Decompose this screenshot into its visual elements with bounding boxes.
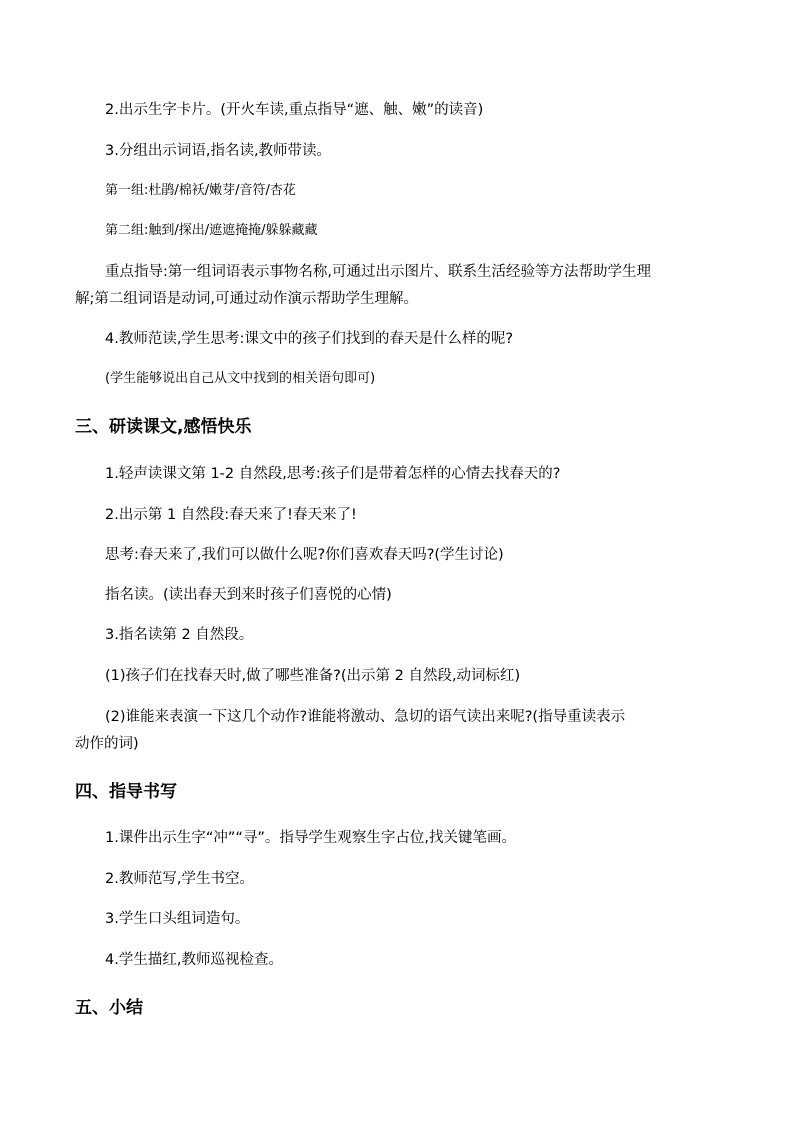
focus-guidance-line-2: 解;第二组词语是动词,可通过动作演示帮助学生理解。 xyxy=(75,291,418,307)
section-4-step-4: 4.学生描红,教师巡视检查。 xyxy=(105,952,283,968)
word-group-1: 第一组:杜鹃/棉袄/嫩芽/音符/杏花 xyxy=(105,183,296,198)
section-3-sub-question-1: (1)孩子们在找春天时,做了哪些准备?(出示第 2 自然段,动词标红) xyxy=(105,668,521,684)
section-3-read-aloud: 指名读。(读出春天到来时孩子们喜悦的心情) xyxy=(105,587,392,603)
focus-guidance-line-1: 重点指导:第一组词语表示事物名称,可通过出示图片、联系生活经验等方法帮助学生理 xyxy=(105,264,651,280)
section-4-step-1: 1.课件出示生字“冲”“寻”。指导学生观察生字占位,找关键笔画。 xyxy=(105,830,516,846)
word-group-2: 第二组:触到/探出/遮遮掩掩/躲躲藏藏 xyxy=(105,223,318,238)
step-3-word-groups: 3.分组出示词语,指名读,教师带读。 xyxy=(105,143,332,159)
step-4-teacher-reading: 4.教师范读,学生思考:课文中的孩子们找到的春天是什么样的呢? xyxy=(105,331,514,347)
section-4-step-2: 2.教师范写,学生书空。 xyxy=(105,871,254,887)
step-2-flashcards: 2.出示生字卡片。(开火车读,重点指导“遮、触、嫩”的读音) xyxy=(105,102,484,118)
step-4-note: (学生能够说出自己从文中找到的相关语句即可) xyxy=(105,371,376,386)
section-3-sub-question-2-line-2: 动作的词) xyxy=(75,736,139,752)
section-3-step-2: 2.出示第 1 自然段:春天来了!春天来了! xyxy=(105,507,357,523)
section-3-sub-question-2-line-1: (2)谁能来表演一下这几个动作?谁能将激动、急切的语气读出来呢?(指导重读表示 xyxy=(105,709,626,725)
section-3-step-1: 1.轻声读课文第 1-2 自然段,思考:孩子们是带着怎样的心情去找春天的? xyxy=(105,466,561,482)
section-3-heading: 三、研读课文,感悟快乐 xyxy=(75,417,252,437)
section-4-heading: 四、指导书写 xyxy=(75,782,177,802)
section-3-step-3: 3.指名读第 2 自然段。 xyxy=(105,627,254,643)
section-5-heading: 五、小结 xyxy=(75,998,143,1018)
section-3-think: 思考:春天来了,我们可以做什么呢?你们喜欢春天吗?(学生讨论) xyxy=(105,547,504,563)
section-4-step-3: 3.学生口头组词造句。 xyxy=(105,911,250,927)
